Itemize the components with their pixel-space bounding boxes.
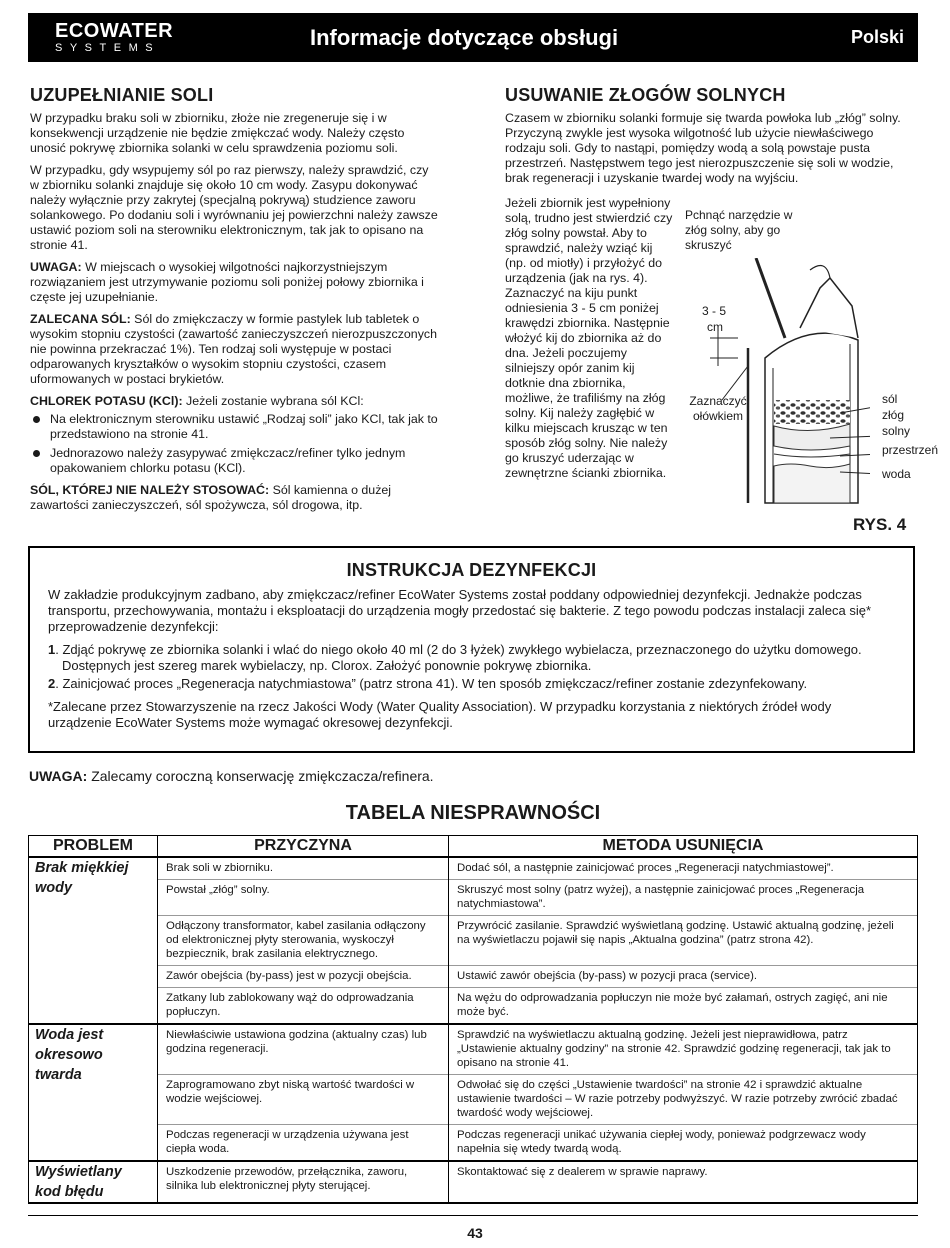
disinfection-heading: INSTRUKCJA DEZYNFEKCJI bbox=[346, 560, 597, 580]
label-cm: cm bbox=[707, 320, 723, 334]
bridge-heading: USUWANIE ZŁOGÓW SOLNYCH bbox=[505, 85, 786, 105]
problem-cell: Brak miękkiej wody bbox=[29, 857, 158, 1024]
fix-cell: Odwołać się do części „Ustawienie twardości” na stronie 42 i sprawdzić aktualne ustawienie twardości – W razie potrzeby podwyższyć. W razie potrzeby zwrócić zbadać twardość wody wejściowej. bbox=[449, 1075, 918, 1125]
table-body bbox=[29, 857, 918, 1203]
column-header: METODA USUNIĘCIA bbox=[449, 836, 918, 858]
fix-cell: Skruszyć most solny (patrz wyżej), a następnie zainicjować proces „Regeneracja natychmiastowa”. bbox=[449, 880, 918, 916]
disinfection-step-2 bbox=[48, 676, 895, 692]
problem-cell: Wyświetlany kod błędu bbox=[29, 1161, 158, 1203]
note-text: W miejscach o wysokiej wilgotności najkorzystniejszym rozwiązaniem jest utrzymywanie poziomu soli poniżej połowy zbiornika i częste jej uzupełnianie. bbox=[30, 260, 424, 304]
fix-cell: Ustawić zawór obejścia (by-pass) w pozycji praca (service). bbox=[449, 966, 918, 988]
label-water: woda bbox=[882, 467, 911, 481]
page-header bbox=[28, 13, 918, 62]
label-bridge-2: solny bbox=[882, 424, 911, 438]
bridge-section bbox=[505, 85, 915, 193]
salt-layer bbox=[774, 400, 850, 424]
cause-cell: Zaprogramowano zbyt niską wartość twardości w wodzie wejściowej. bbox=[158, 1075, 449, 1125]
table-row bbox=[29, 1125, 918, 1162]
label-push-tool: Pchnąć narzędzie w złóg solny, aby go skruszyć bbox=[685, 208, 793, 252]
kcl-text: Jeżeli zostanie wybrana sól KCl: bbox=[182, 394, 364, 408]
table-row bbox=[29, 916, 918, 966]
table-row bbox=[29, 857, 918, 880]
label-salt: sól bbox=[882, 392, 898, 406]
bridge-paragraph-2: Jeżeli zbiornik jest wypełniony solą, trudno jest stwierdzić czy złóg solny powstał. Aby to sprawdzić, należy wziąć kij (np. od miotły) i przyłożyć do urządzenia (jak na rys. 4). Zaznaczyć na kiju punkt odniesienia 3 - 5 cm poniżej krawędzi zbiornika. Następnie włożyć kij do zbiornika aż do dna. Jeżeli poczujemy silniejszy opór zanim kij dotknie dna zbiornika, możliwe, że trafiliśmy na złóg solny. Kij należy zagłębić w kilku miejscach krusząc w ten sposób złóg solny. Nie należy go kruszyć uderzając w zewnętrzne ścianki zbiornika. bbox=[505, 196, 673, 480]
kcl-intro bbox=[30, 394, 440, 409]
label-bridge: złóg bbox=[882, 408, 905, 422]
table-row bbox=[29, 880, 918, 916]
fix-cell: Przywrócić zasilanie. Sprawdzić wyświetlaną godzinę. Ustawić aktualną godzinę, jeżeli na wyświetlaczu pojawił się napis „Aktualna godzina” (patrz strona 42). bbox=[449, 916, 918, 966]
logo-systems: SYSTEMS bbox=[55, 42, 161, 54]
fix-cell: Dodać sól, a następnie zainicjować proces „Regeneracji natychmiastowej”. bbox=[449, 857, 918, 880]
brine-tank-figure bbox=[690, 258, 870, 513]
water-layer bbox=[774, 464, 850, 503]
salt-paragraph-2: W przypadku, gdy wsypujemy sól po raz pierwszy, należy sprawdzić, czy w zbiorniku solanki znajduje się około 10 cm wody. Zasypu dokonywać należy wyłącznie przy zakrytej (specjalną pokrywą) studzience zaworu solankowego. Po dodaniu soli i wyrównaniu jej powierzchni należy zawsze ustawić poziom soli na sterowniku elektronicznym, tak jak to opisano na stronie 41. bbox=[30, 163, 438, 252]
note-label: UWAGA: bbox=[30, 260, 82, 274]
table-header-row bbox=[29, 836, 918, 858]
maintenance-text: Zalecamy coroczną konserwację zmiękczacza/refinera. bbox=[87, 768, 434, 784]
cause-cell: Brak soli w zbiorniku. bbox=[158, 857, 449, 880]
page-title: Informacje dotyczące obsługi bbox=[310, 25, 619, 50]
recommended-salt-label: ZALECANA SÓL: bbox=[30, 312, 131, 326]
fix-cell: Skontaktować się z dealerem w sprawie naprawy. bbox=[449, 1161, 918, 1203]
cause-cell: Niewłaściwie ustawiona godzina (aktualny czas) lub godzina regeneracji. bbox=[158, 1024, 449, 1075]
table-row bbox=[29, 1075, 918, 1125]
salt-heading: UZUPEŁNIANIE SOLI bbox=[30, 85, 214, 105]
step-text: . Zdjąć pokrywę ze zbiornika solanki i wlać do niego około 40 ml (2 do 3 łyżek) zwykłego wybielacza, przeznaczonego do użytku domowego. Dostępnych jest szereg marek wybielaczy, np. Clorox. Założyć ponownie pokrywę zbiornika. bbox=[55, 642, 862, 673]
label-space: przestrzeń bbox=[882, 443, 939, 457]
forbidden-salt-text: Sól kamienna o dużej zawartości zanieczyszczeń, sól spożywcza, sól drogowa, itp. bbox=[30, 483, 392, 512]
table-row bbox=[29, 1161, 918, 1203]
cause-cell: Zatkany lub zablokowany wąż do odprowadzania popłuczyn. bbox=[158, 988, 449, 1025]
maintenance-label: UWAGA: bbox=[29, 768, 88, 784]
salt-paragraph-1: W przypadku braku soli w zbiorniku, złoże nie zregeneruje się i w konsekwencji urządzenie nie będzie zmiękczać wody. Należy często unosić pokrywę zbiornika solanki w celu sprawdzenia poziomu soli. bbox=[30, 111, 405, 155]
fix-cell: Na wężu do odprowadzania popłuczyn nie może być załamań, ostrych zagięć, ani nie może być. bbox=[449, 988, 918, 1025]
column-header: PROBLEM bbox=[29, 836, 158, 858]
bridge-paragraph-1: Czasem w zbiorniku solanki formuje się twarda powłoka lub „złóg” solny. Przyczyną zwykle jest wysoka wilgotność lub użycie niewłaściwego rodzaju soli. Gdy to nastąpi, pomiędzy wodą a solą powstaje pusta przestrzeń. Następstwem tego jest nierozpuszczenie się soli w wodzie, brak regeneracji i uzyskanie twardej wody na wyjściu. bbox=[505, 111, 901, 185]
disinfection-step-1 bbox=[48, 642, 895, 674]
label-mark-pencil: Zaznaczyć ołówkiem bbox=[689, 394, 747, 423]
logo-ecowater: ECOWATER bbox=[55, 20, 174, 42]
forbidden-salt bbox=[30, 483, 440, 513]
cause-cell: Podczas regeneracji w urządzenia używana jest ciepła woda. bbox=[158, 1125, 449, 1162]
kcl-label: CHLOREK POTASU (KCl): bbox=[30, 394, 183, 408]
step-number: 2 bbox=[48, 676, 56, 691]
page-number: 43 bbox=[467, 1225, 483, 1241]
figure-caption: RYS. 4 bbox=[853, 515, 907, 534]
fix-cell: Sprawdzić na wyświetlaczu aktualną godzinę. Jeżeli jest nieprawidłowa, patrz „Ustawienie aktualny godziny” na stronie 42. Sprawdzić godzinę regeneracji, tak jak to opisano na stronie 41. bbox=[449, 1024, 918, 1075]
fix-cell: Podczas regeneracji unikać używania ciepłej wody, ponieważ podgrzewacz wody napełnia się wtedy twardą wodą. bbox=[449, 1125, 918, 1162]
troubleshooting-table bbox=[28, 835, 918, 1204]
cause-cell: Powstał „złóg” solny. bbox=[158, 880, 449, 916]
forbidden-salt-label: SÓL, KTÓREJ NIE NALEŻY STOSOWAĆ: bbox=[30, 483, 270, 497]
disinfection-box bbox=[28, 546, 915, 753]
disinfection-intro: W zakładzie produkcyjnym zadbano, aby zmiękczacz/refiner EcoWater Systems został poddany odpowiedniej dezynfekcji. Jednakże podczas transportu, przechowywania, montażu i eksploatacji do urządzenia mogły przedostać się bakterie. Z tego powodu podczas instalacji zaleca się* przeprowadzenie dezynfekcji: bbox=[48, 587, 872, 634]
kcl-list bbox=[30, 412, 440, 476]
cause-cell: Zawór obejścia (by-pass) jest w pozycji obejścia. bbox=[158, 966, 449, 988]
table-row bbox=[29, 1024, 918, 1075]
troubleshooting-title: TABELA NIESPRAWNOŚCI bbox=[345, 802, 601, 824]
table-row bbox=[29, 966, 918, 988]
salt-section bbox=[30, 85, 440, 520]
disinfection-note: *Zalecane przez Stowarzyszenie na rzecz Jakości Wody (Water Quality Association). W przypadku korzystania z niektórych źródeł wody urządzenie EcoWater Systems może wymagać okresowej dezynfekcji. bbox=[48, 699, 832, 730]
kcl-bullet-1: Na elektronicznym sterowniku ustawić „Rodzaj soli” jako KCl, tak jak to przedstawiono na stronie 41. bbox=[30, 412, 440, 442]
recommended-salt-text: Sól do zmiękczaczy w formie pastylek lub tabletek o wysokim stopniu czystości (zawartość zanieczyszczeń nierozpuszczonych nie powinna przekraczać 1%). Ten rodzaj soli występuje w postaci odparowanych kryształków o wysokim stopniu czystości, czasem uformowanych w postaci brykietów. bbox=[30, 312, 437, 386]
problem-cell: Woda jest okresowo twarda bbox=[29, 1024, 158, 1161]
footer-rule bbox=[28, 1215, 918, 1216]
step-text: . Zainicjować proces „Regeneracja natychmiastowa” (patrz strona 41). W ten sposób zmiękczacz/refiner zostanie zdezynfekowany. bbox=[55, 676, 808, 691]
step-number: 1 bbox=[48, 642, 56, 657]
column-header: PRZYCZYNA bbox=[158, 836, 449, 858]
label-3-5: 3 - 5 bbox=[702, 304, 727, 318]
language-label: Polski bbox=[850, 27, 904, 47]
cause-cell: Uszkodzenie przewodów, przełącznika, zaworu, silnika lub elektronicznej płyty sterującej. bbox=[158, 1161, 449, 1203]
bridge-procedure bbox=[505, 196, 673, 488]
cause-cell: Odłączony transformator, kabel zasilania odłączony od elektronicznej płyty sterowania, wyskoczył bezpiecznik, brak zasilania elektrycznego. bbox=[158, 916, 449, 966]
disinfection-steps bbox=[48, 642, 895, 692]
kcl-bullet-2: Jednorazowo należy zasypywać zmiękczacz/refiner tylko jednym opakowaniem chlorku potasu (KCl). bbox=[30, 446, 440, 476]
pushing-tool bbox=[756, 258, 785, 338]
table-row bbox=[29, 988, 918, 1025]
recommended-salt bbox=[30, 312, 440, 387]
salt-note bbox=[30, 260, 440, 305]
maintenance-note bbox=[29, 768, 434, 784]
